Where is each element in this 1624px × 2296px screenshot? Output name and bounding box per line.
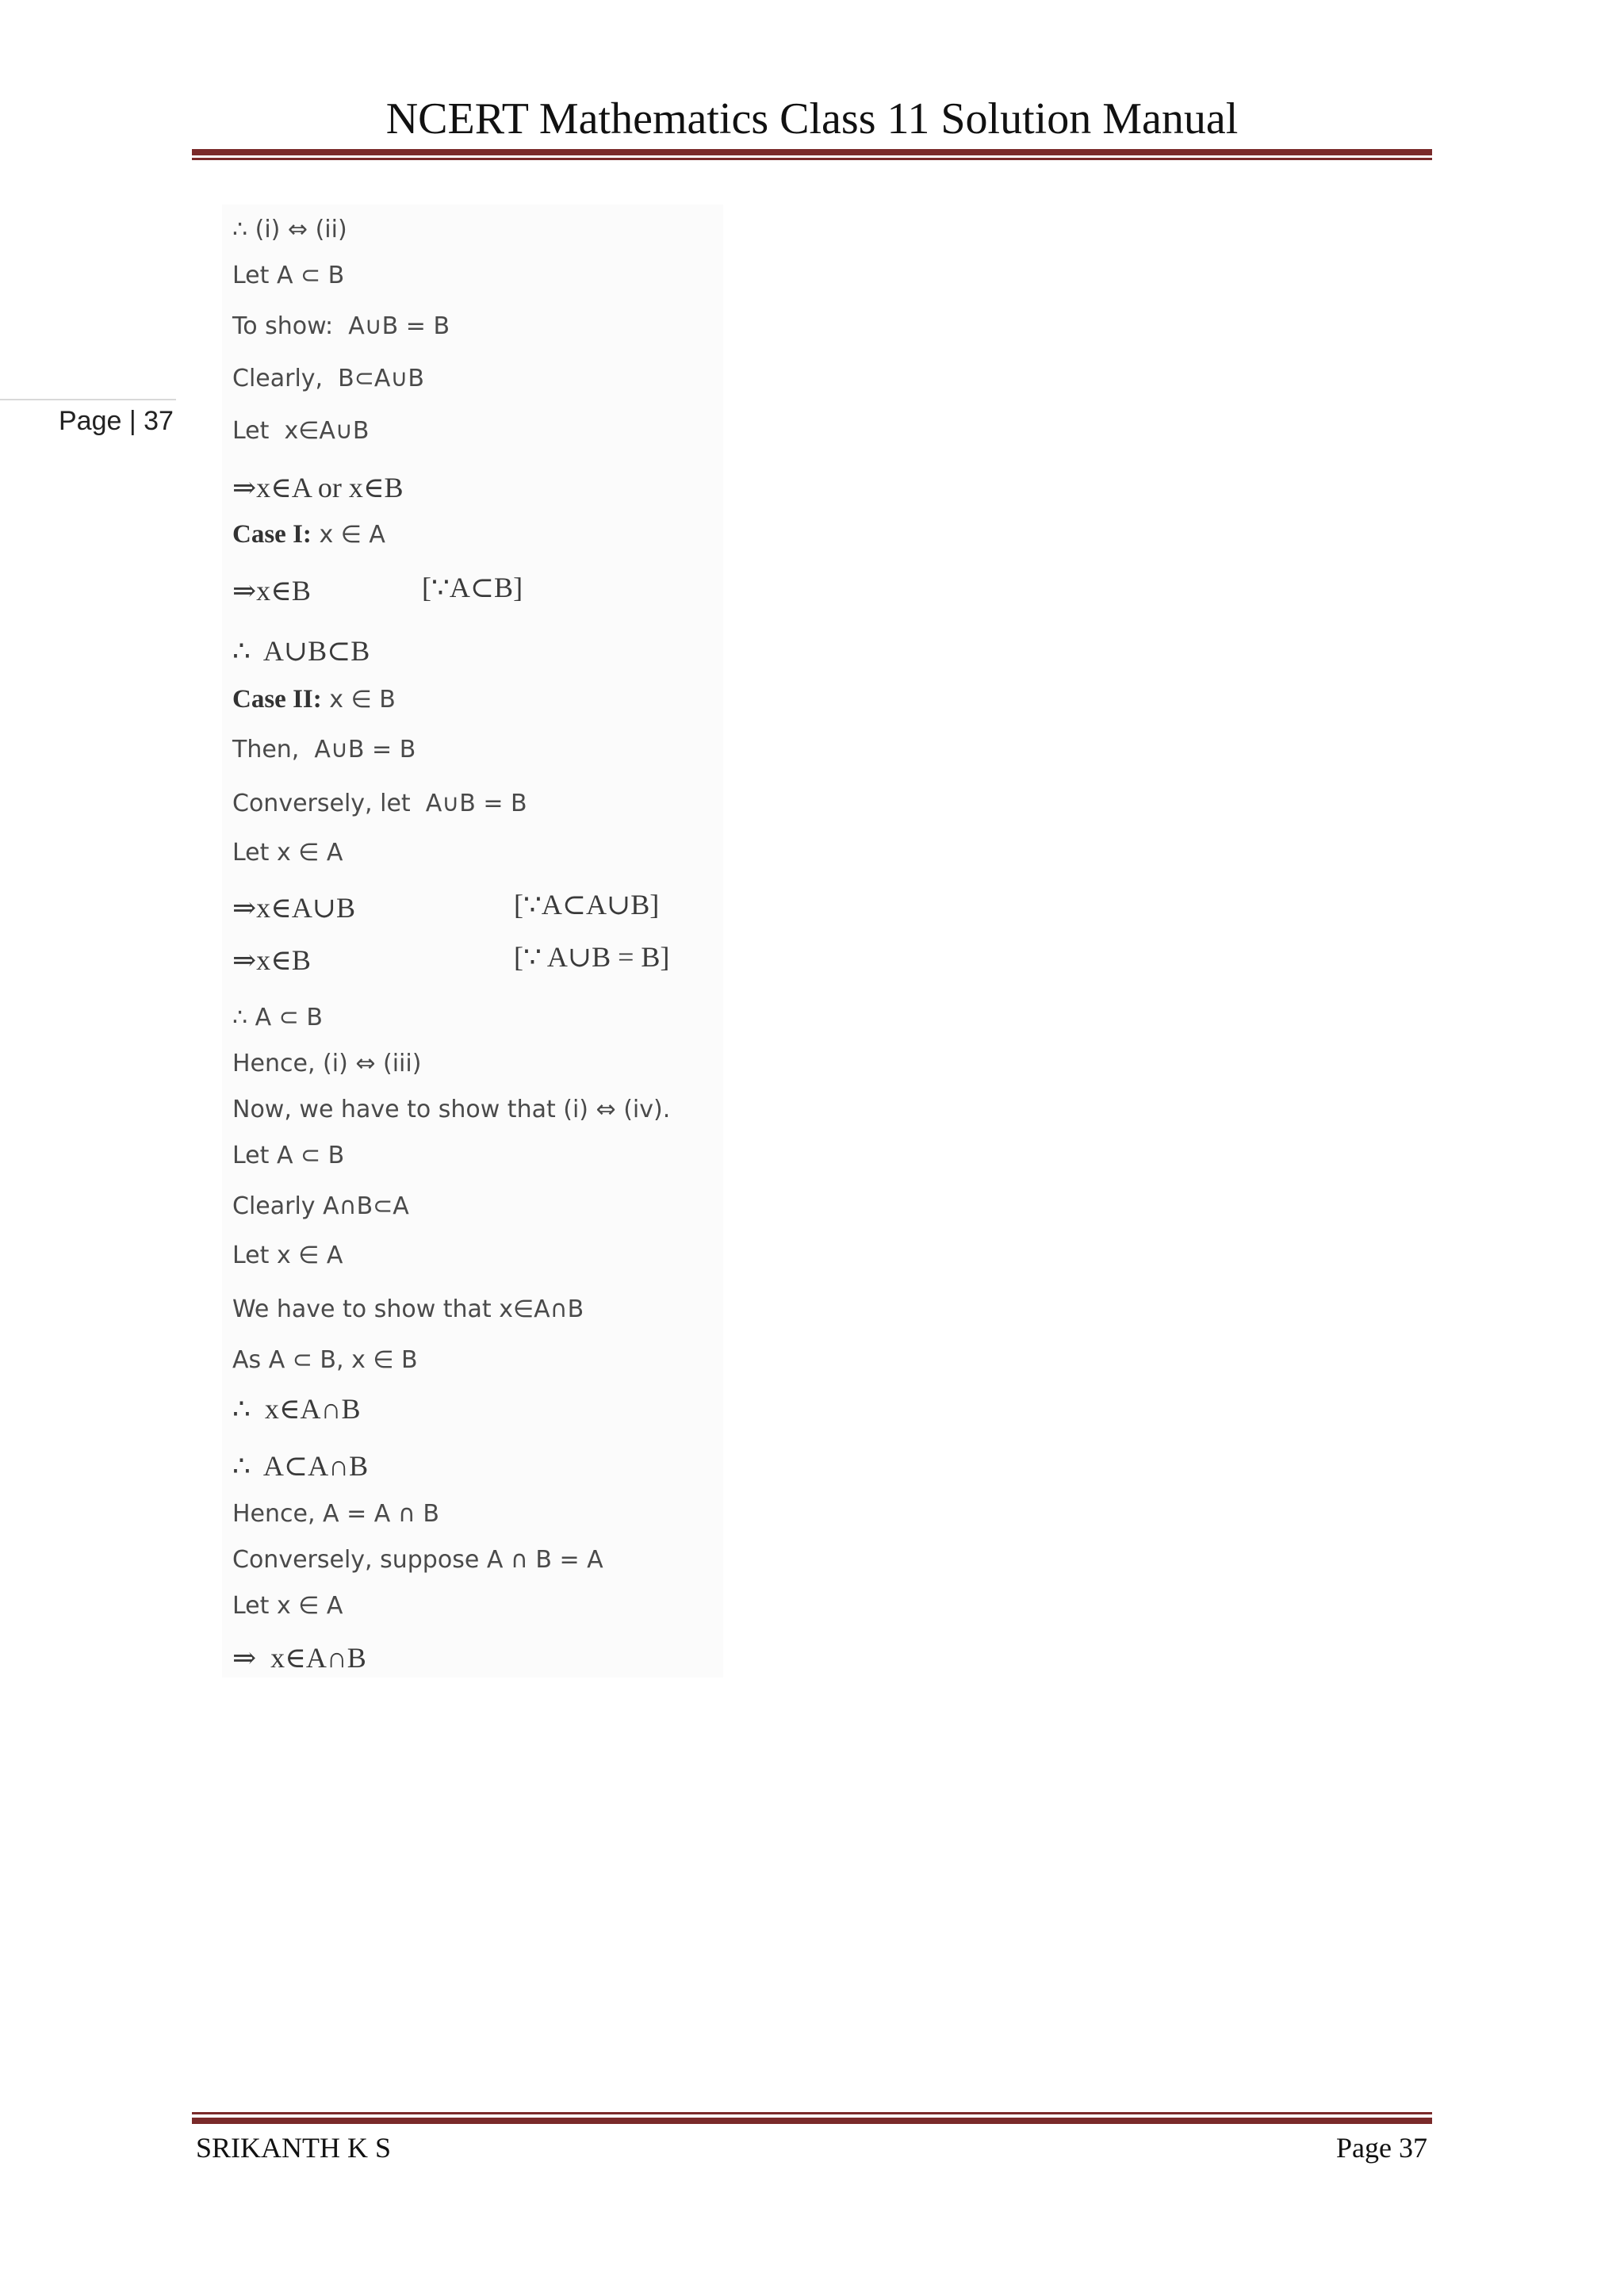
text-line: To show: A∪B = B [232, 312, 450, 340]
text-line: As A ⊂ B, x ∈ B [232, 1346, 418, 1374]
text-line: Let A ⊂ B [232, 1142, 345, 1169]
text-line: ∴ A ⊂ B [232, 1004, 323, 1031]
text-line: Hence, A = A ∩ B [232, 1500, 439, 1528]
page-header-title: NCERT Mathematics Class 11 Solution Manual [385, 94, 1239, 144]
math-line: ∴ A∪B⊂B [232, 635, 370, 667]
math-line: ⇒ x∈A∩B [232, 1642, 366, 1674]
text-line: Conversely, let A∪B = B [232, 790, 527, 817]
math-line: ∴ A⊂A∩B [232, 1450, 369, 1482]
side-margin-line [0, 399, 176, 400]
footer-rule-thin [192, 2112, 1432, 2114]
text-line: Let x ∈ A [232, 1592, 343, 1620]
case-label: Case II: [232, 685, 322, 714]
text-line: Let x∈A∪B [232, 417, 370, 445]
text-line: Clearly A∩B⊂A [232, 1192, 409, 1220]
math-line: ⇒x∈A or x∈B [232, 472, 404, 503]
case-line [232, 685, 396, 714]
text-line: Let A ⊂ B [232, 262, 345, 289]
reason-bracket: [∵A⊂A∪B] [514, 889, 660, 920]
reason-bracket: [∵ A∪B = B] [514, 941, 670, 973]
case-text: x ∈ B [321, 686, 396, 714]
text-line: Clearly, B⊂A∪B [232, 365, 424, 392]
math-line: ∴ x∈A∩B [232, 1393, 361, 1425]
text-line: Then, A∪B = B [232, 736, 416, 763]
case-line [232, 520, 385, 549]
text-line: We have to show that x∈A∩B [232, 1295, 584, 1323]
math-line: ⇒x∈B [232, 944, 311, 976]
text-line: Conversely, suppose A ∩ B = A [232, 1546, 603, 1574]
math-line: ⇒x∈B [232, 575, 311, 607]
footer-rule-thick [192, 2118, 1432, 2124]
case-label: Case I: [232, 520, 312, 549]
text-line: ∴ (i) ⇔ (ii) [232, 216, 347, 243]
side-page-label: Page | 37 [59, 406, 174, 436]
text-line: Let x ∈ A [232, 1242, 343, 1269]
text-line: Now, we have to show that (i) ⇔ (iv). [232, 1096, 671, 1123]
math-line: ⇒x∈A∪B [232, 892, 355, 924]
text-line: Let x ∈ A [232, 839, 343, 867]
text-line: Hence, (i) ⇔ (iii) [232, 1050, 422, 1077]
case-text: x ∈ A [311, 521, 385, 549]
header-rule-thick [192, 149, 1432, 155]
footer-author: SRIKANTH K S [196, 2132, 392, 2164]
footer-page-number: Page 37 [1336, 2132, 1427, 2164]
header-rule-thin [192, 158, 1432, 160]
reason-bracket: [∵A⊂B] [422, 572, 523, 603]
